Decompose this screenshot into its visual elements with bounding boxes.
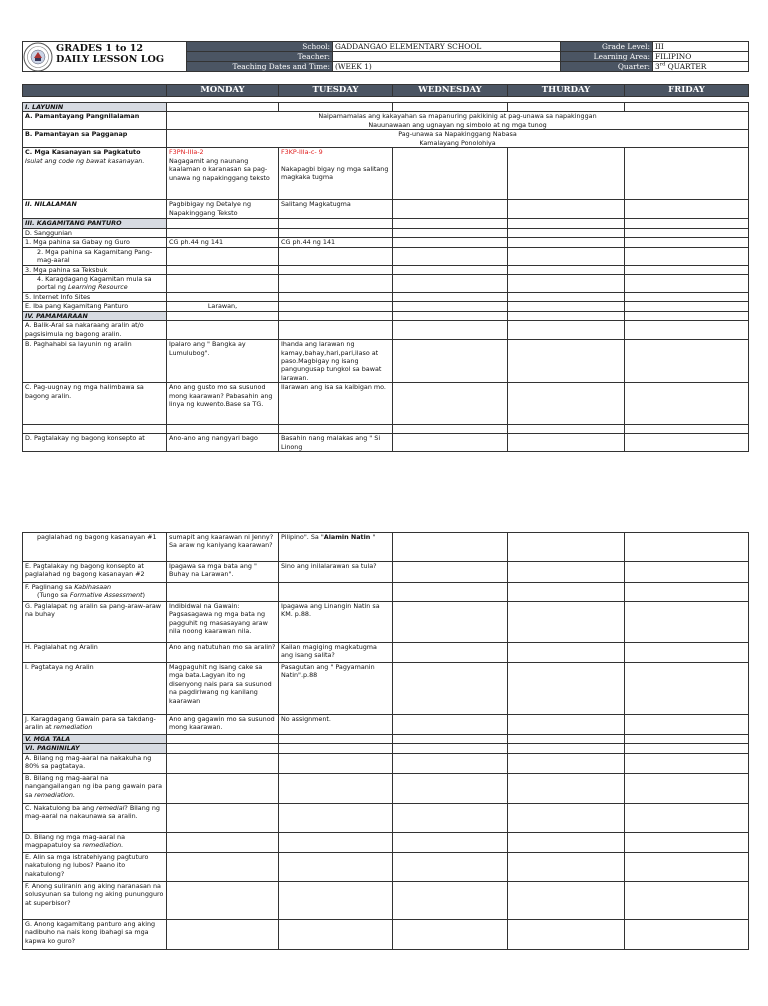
row-balik-aral: A. Balik-Aral sa nakaraang aralin at/o pagsisimula ng bagong aralin. [23,321,167,340]
day-thursday: THURDAY [508,85,625,97]
pagganap-text: Pag-unawa sa Napakinggang Nabasa Kamalayang Ponolohiya [167,130,749,148]
teacher-label: Teacher: [187,52,333,62]
school-label: School: [187,42,333,52]
pagtataya-tuesday: Pasagutan ang " Pagyamanin Natin".p.88 [279,663,393,715]
row-nakakuha-80: A. Bilang ng mag-aaral na nakakuha ng 80% sa pagtataya. [23,753,167,773]
quarter-value: 3rd QUARTER [653,62,749,72]
dates-value: (WEEK 1) [333,62,561,72]
row-paghahabi: B. Paghahabi sa layunin ng aralin [23,340,167,383]
row-pagtalakay-1-cont: paglalahad ng bagong kasanayan #1 [23,533,167,562]
row-karagdagang-gawain: J. Karagdagang Gawain para sa takdang-aralin at remediation [23,715,167,735]
row-karagdagang-kagamitan: 4. Karagdagang Kagamitan mula sa portal ng Learning Resource [23,275,167,293]
row-internet-info-sites: 5. Internet Info Sites [23,293,167,302]
section-nilalaman: II. NILALAMAN [23,200,167,219]
row-nakatulong-remedial: C. Nakatulong ba ang remedial? Bilang ng mag-aaral na nakaunawa sa aralin. [23,803,167,832]
teacher-value [333,52,561,62]
row-pag-uugnay: C. Pag-uugnay ng mga halimbawa sa bagong aralin. [23,383,167,425]
pagtalakay-1-monday-cont: sumapit ang kaarawan ni Jenny?Sa araw ng kaniyang kaarawan? [167,533,279,562]
day-tuesday: TUESDAY [279,85,393,97]
row-paglalahat: H. Paglalahat ng Aralin [23,643,167,663]
pangnilalaman-text: Naipamamalas ang kakayahan sa mapanuring pakikinig at pag-unawa sa napakinggan Nauunawaan ang ugnayan ng simbolo at ng mga tunog [167,112,749,130]
pagtalakay-1-tuesday: Basahin nang malakas ang " Si Linong [279,434,393,452]
gabay-tuesday: CG ph.44 ng 141 [279,238,393,247]
paglalahat-monday: Ano ang natutuhan mo sa aralin? [167,643,279,663]
row-kagamitang-nadibuho: G. Anong kagamitang panturo ang aking nadibuho na nais kong ibahagi sa mga kapwa ko guro? [23,919,167,949]
grade-value: III [653,42,749,52]
grade-label: Grade Level: [561,42,653,52]
paglalapat-monday: Indibidwal na Gawain: Pagsasagawa ng mga bata ng pagguhit ng masasayang araw nila noong kaarawan nila. [167,602,279,643]
quarter-label: Quarter: [561,62,653,72]
row-pagtalakay-2: E. Pagtalakay ng bagong konsepto at paglalahad ng bagong kasanayan #2 [23,562,167,583]
section-layunin: I. LAYUNIN [23,103,167,112]
kasanayan-tuesday: F3KP-IIIa-c- 9 Nakapagbi bigay ng mga salitang magkaka tugma [279,148,393,200]
page-1 [22,41,748,452]
section-pagninilay: VI. PAGNINILAY [23,744,167,753]
deped-seal-icon [23,42,53,72]
row-pagtataya: I. Pagtataya ng Aralin [23,663,167,715]
paglalahat-tuesday: Kailan magiging magkatugma ang isang salita? [279,643,393,663]
row-gabay-ng-guro: 1. Mga pahina sa Gabay ng Guro [23,238,167,247]
kagamitan-monday: Larawan, [167,302,279,311]
school-value: GADDANGAO ELEMENTARY SCHOOL [333,42,561,52]
lesson-table-1 [22,102,749,452]
pagtalakay-1-monday: Ano-ano ang nangyari bago [167,434,279,452]
pag-uugnay-tuesday: Ilarawan ang isa sa kaibigan mo. [279,383,393,425]
row-paglinang: F. Paglinang sa Kabihasaan (Tungo sa Formative Assessment) [23,583,167,602]
gabay-monday: CG ph.44 ng 141 [167,238,279,247]
row-kasanayan: C. Mga Kasanayan sa Pagkatuto Isulat ang code ng bawat kasanayan. [23,148,167,200]
days-blank [23,85,167,97]
paghahabi-tuesday: Ihanda ang larawan ng kamay,bahay,hari,pari,ilaso at paso.Magbigay ng isang pangungusap tungkol sa bawat larawan. [279,340,393,383]
row-sanggunian: D. Sanggunian [23,228,167,237]
row-iba-pang-kagamitan: E. Iba pang Kagamitang Panturo [23,302,167,311]
pagtalakay-2-tuesday: Sino ang inilalarawan sa tula? [279,562,393,583]
row-pamantayang-pangnilalaman: A. Pamantayang Pangnilalaman [23,112,167,130]
day-monday: MONDAY [167,85,279,97]
row-kagamitang-pang-mag-aaral: 2. Mga pahina sa Kagamitang Pang-mag-aaral [23,247,167,265]
row-pamantayan-sa-pagganap: B. Pamantayan sa Pagganap [23,130,167,148]
row-magpapatuloy: D. Bilang ng mga mag-aaral na magpapatuloy sa remediation. [23,832,167,852]
pag-uugnay-monday: Ano ang gusto mo sa susunod mong kaarawan? Pabasahin ang linya ng kuwento.Base sa TG. [167,383,279,425]
kasanayan-monday: F3PN-IIIa-2 Nagagamit ang naunang kaalaman o karanasan sa pag-unawa ng napakinggang teksto [167,148,279,200]
pagtalakay-2-monday: Ipagawa sa mga bata ang " Buhay na Larawan". [167,562,279,583]
row-pagtalakay-1: D. Pagtalakay ng bagong konsepto at [23,434,167,452]
days-header [22,84,749,97]
page-title [56,43,164,65]
title-line-2: DAILY LESSON LOG [56,54,165,65]
nilalaman-tuesday: Salitang Magkatugma [279,200,393,219]
row-teksbuk: 3. Mga pahina sa Teksbuk [23,265,167,274]
pagtalakay-1-tuesday-cont: Pilipino". Sa "Alamin Natin " [279,533,393,562]
row-paglalapat: G. Paglalapat ng aralin sa pang-araw-araw na buhay [23,602,167,643]
section-pamamaraan: IV. PAMAMARAAN [23,311,167,320]
paglalapat-tuesday: Ipagawa ang Linangin Natin sa KM. p.88. [279,602,393,643]
dates-label: Teaching Dates and Time: [187,62,333,72]
row-istratehiya: E. Alin sa mga istratehiyang pagtuturo nakatulong ng lubos? Paano ito nakatulong? [23,852,167,881]
page-2 [22,532,748,950]
karagdagang-gawain-monday: Ano ang gagawin mo sa susunod mong kaarawan. [167,715,279,735]
title-line-1: GRADES 1 to 12 [56,43,144,54]
karagdagang-gawain-tuesday: No assignment. [279,715,393,735]
row-nangangailangan: B. Bilang ng mag-aaral na nangangailangan ng iba pang gawain para sa remediation. [23,773,167,803]
code-monday: F3PN-IIIa-2 [169,148,204,157]
row-suliranin: F. Anong suliranin ang aking naranasan na solusyunan sa tulong ng aking punungguro at superbisor? [23,881,167,919]
paghahabi-monday: Ipalaro ang " Bangka ay Lumulubog". [167,340,279,383]
code-tuesday: F3KP-IIIa-c- 9 [281,148,323,157]
section-mga-tala: V. MGA TALA [23,735,167,744]
area-label: Learning Area: [561,52,653,62]
nilalaman-monday: Pagbibigay ng Detalye ng Napakinggang Teksto [167,200,279,219]
lesson-table-2 [22,532,749,950]
day-wednesday: WEDNESDAY [393,85,508,97]
area-value: FILIPINO [653,52,749,62]
section-kagamitan: III. KAGAMITANG PANTURO [23,219,167,228]
day-friday: FRIDAY [625,85,749,97]
pagtataya-monday: Magpaguhit ng isang cake sa mga bata.Lagyan ito ng disenyong nais para sa susunod na pagdiriwang ng kanilang kaarawan [167,663,279,715]
